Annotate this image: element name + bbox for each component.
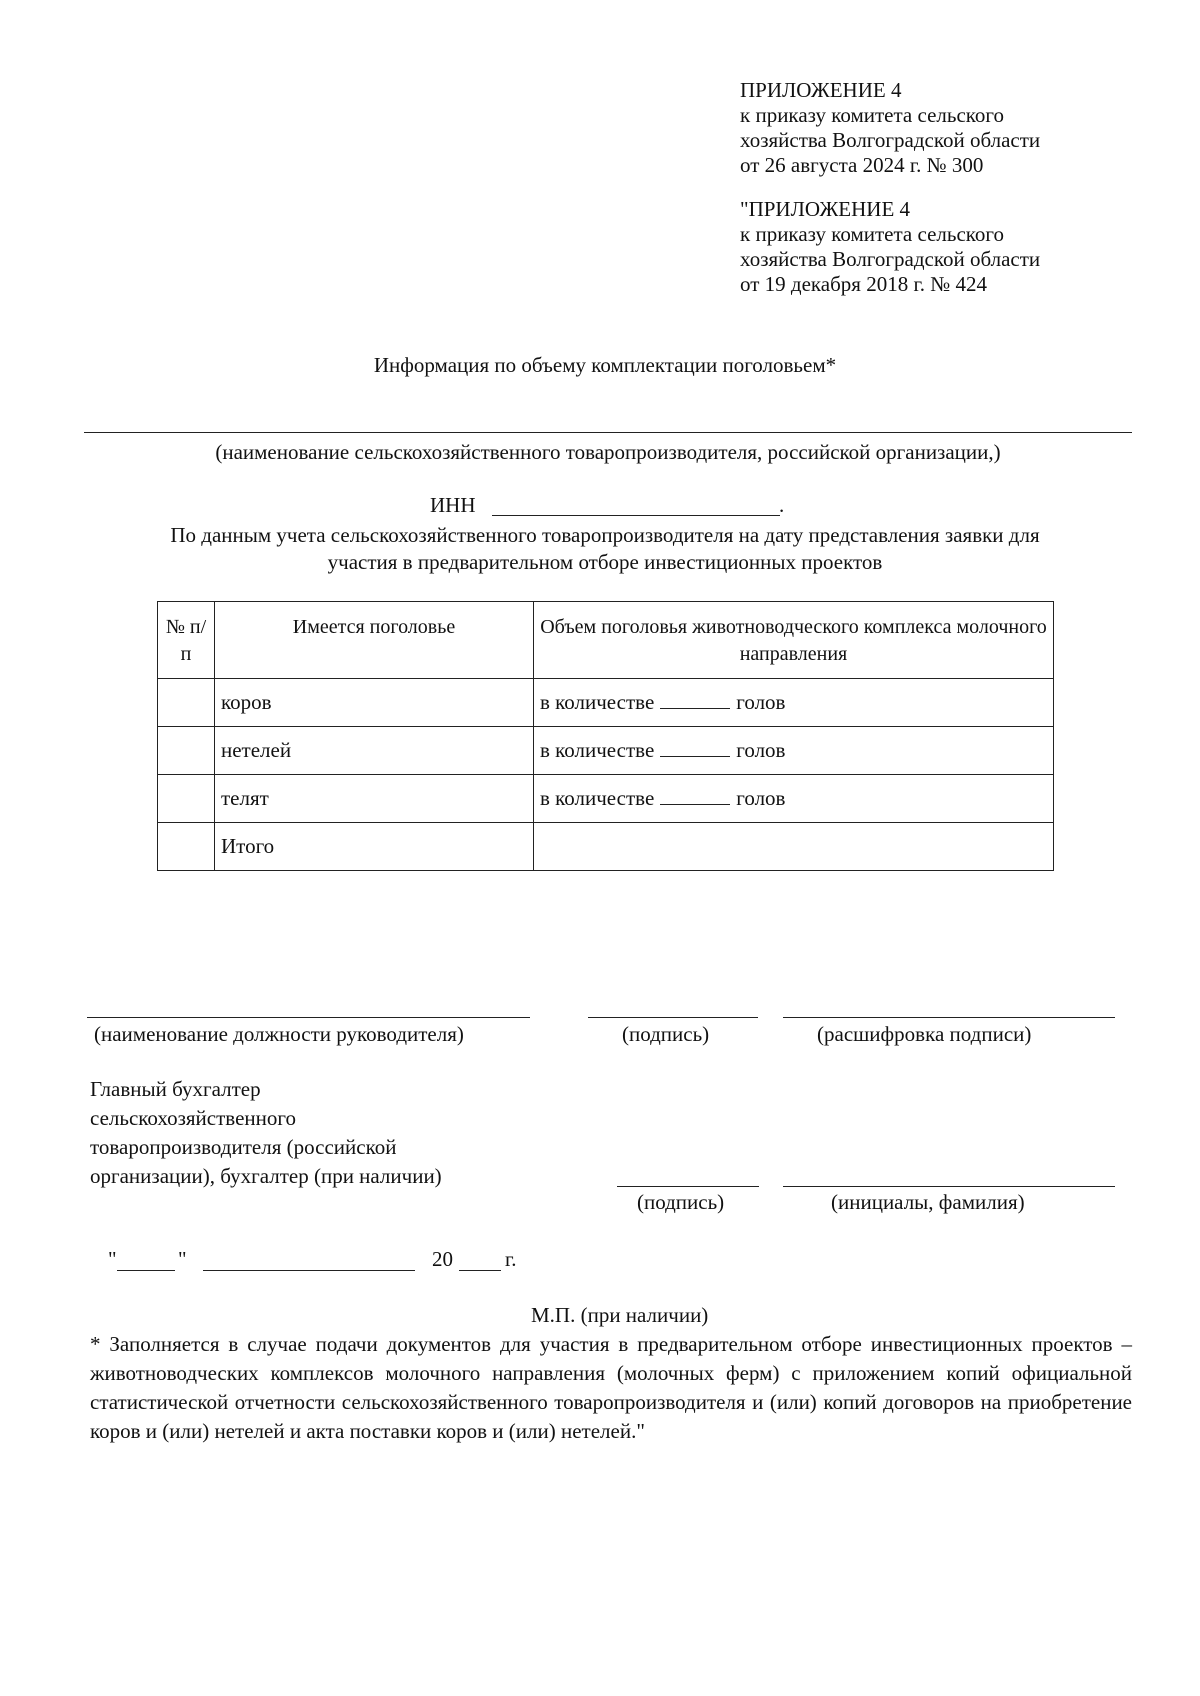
quantity-prefix: в количестве <box>540 690 655 714</box>
total-label-cell: Итого <box>215 823 534 871</box>
row-number-cell[interactable] <box>158 679 215 727</box>
livestock-quantity-cell <box>534 727 1054 775</box>
stamp-place: М.П. (при наличии) <box>531 1303 709 1327</box>
date-year-field[interactable] <box>459 1270 501 1271</box>
quantity-blank-field[interactable] <box>660 738 730 757</box>
quantity-blank-field[interactable] <box>660 690 730 709</box>
header-current-order <box>740 78 1160 178</box>
inn-field[interactable] <box>492 515 780 516</box>
inn-label: ИНН <box>430 493 476 517</box>
livestock-name-cell: нетелей <box>215 727 534 775</box>
quantity-suffix: голов <box>736 738 786 762</box>
intro-text-line: участия в предварительном отборе инвестиционных проектов <box>327 550 883 574</box>
accountant-label-line: организации), бухгалтер (при наличии) <box>90 1164 442 1188</box>
order-reference-line: к приказу комитета сельского <box>740 103 1005 127</box>
accountant-label <box>90 1075 530 1191</box>
livestock-name-cell: коров <box>215 679 534 727</box>
date-year-prefix: 20 <box>432 1247 453 1271</box>
column-header-livestock: Имеется поголовье <box>215 602 534 679</box>
quantity-prefix: в количестве <box>540 738 655 762</box>
manager-position-caption: (наименование должности руководителя) <box>94 1022 464 1046</box>
row-number-cell[interactable] <box>158 775 215 823</box>
livestock-name-cell: телят <box>215 775 534 823</box>
inn-period: . <box>779 493 785 517</box>
livestock-table <box>157 601 1054 871</box>
quantity-prefix: в количестве <box>540 786 655 810</box>
date-quote-open: " <box>108 1247 117 1271</box>
signature-decoding-caption: (расшифровка подписи) <box>817 1022 1032 1046</box>
signature-decoding-field[interactable] <box>783 1017 1115 1018</box>
footnote: * Заполняется в случае подачи документов для участия в предварительном отборе инвестиционных проектов – животноводческих комплексов молочного направления (молочных ферм) с приложением копий официальной статистической отчетности сельскохозяйственного товаропроизводителя и (или) копий договоров на приобретение коров и (или) нетелей и акта поставки коров и (или) нетелей." <box>90 1332 1132 1443</box>
accountant-label-line: сельскохозяйственного <box>90 1106 296 1130</box>
manager-signature-field[interactable] <box>588 1017 758 1018</box>
order-date-number: от 19 декабря 2018 г. № 424 <box>740 272 987 296</box>
accountant-label-line: Главный бухгалтер <box>90 1077 261 1101</box>
table-header-row <box>158 602 1054 679</box>
signature-caption: (подпись) <box>622 1022 710 1046</box>
order-reference-line: к приказу комитета сельского <box>740 222 1005 246</box>
quantity-suffix: голов <box>736 690 786 714</box>
column-header-number: № п/п <box>158 602 215 679</box>
table-row <box>158 775 1054 823</box>
date-month-field[interactable] <box>203 1270 415 1271</box>
livestock-quantity-cell <box>534 775 1054 823</box>
table-row-total <box>158 823 1054 871</box>
intro-text-line: По данным учета сельскохозяйственного товаропроизводителя на дату представления заявки для <box>170 523 1040 547</box>
appendix-title: ПРИЛОЖЕНИЕ 4 <box>740 78 902 102</box>
table-row <box>158 679 1054 727</box>
date-day-field[interactable] <box>117 1270 175 1271</box>
quantity-blank-field[interactable] <box>660 786 730 805</box>
date-quote-close: " <box>178 1247 187 1271</box>
date-year-suffix: г. <box>505 1247 517 1271</box>
livestock-quantity-cell <box>534 679 1054 727</box>
accountant-label-line: товаропроизводителя (российской <box>90 1135 397 1159</box>
order-reference-line: хозяйства Волгоградской области <box>740 128 1041 152</box>
order-reference-line: хозяйства Волгоградской области <box>740 247 1041 271</box>
appendix-title: "ПРИЛОЖЕНИЕ 4 <box>740 197 911 221</box>
manager-position-field[interactable] <box>87 1017 530 1018</box>
header-previous-order <box>740 197 1160 297</box>
initials-caption: (инициалы, фамилия) <box>831 1190 1025 1214</box>
total-value-cell[interactable] <box>534 823 1054 871</box>
table-row <box>158 727 1054 775</box>
producer-name-field[interactable] <box>84 432 1132 433</box>
signature-caption: (подпись) <box>637 1190 725 1214</box>
column-header-volume: Объем поголовья животноводческого комплекса молочного направления <box>534 602 1054 679</box>
producer-name-caption: (наименование сельскохозяйственного товаропроизводителя, российской организации,) <box>215 440 1001 464</box>
row-number-cell[interactable] <box>158 727 215 775</box>
row-number-cell[interactable] <box>158 823 215 871</box>
quantity-suffix: голов <box>736 786 786 810</box>
accountant-signature-field[interactable] <box>617 1186 759 1187</box>
order-date-number: от 26 августа 2024 г. № 300 <box>740 153 984 177</box>
accountant-initials-field[interactable] <box>783 1186 1115 1187</box>
document-title: Информация по объему комплектации поголовьем* <box>373 353 837 377</box>
